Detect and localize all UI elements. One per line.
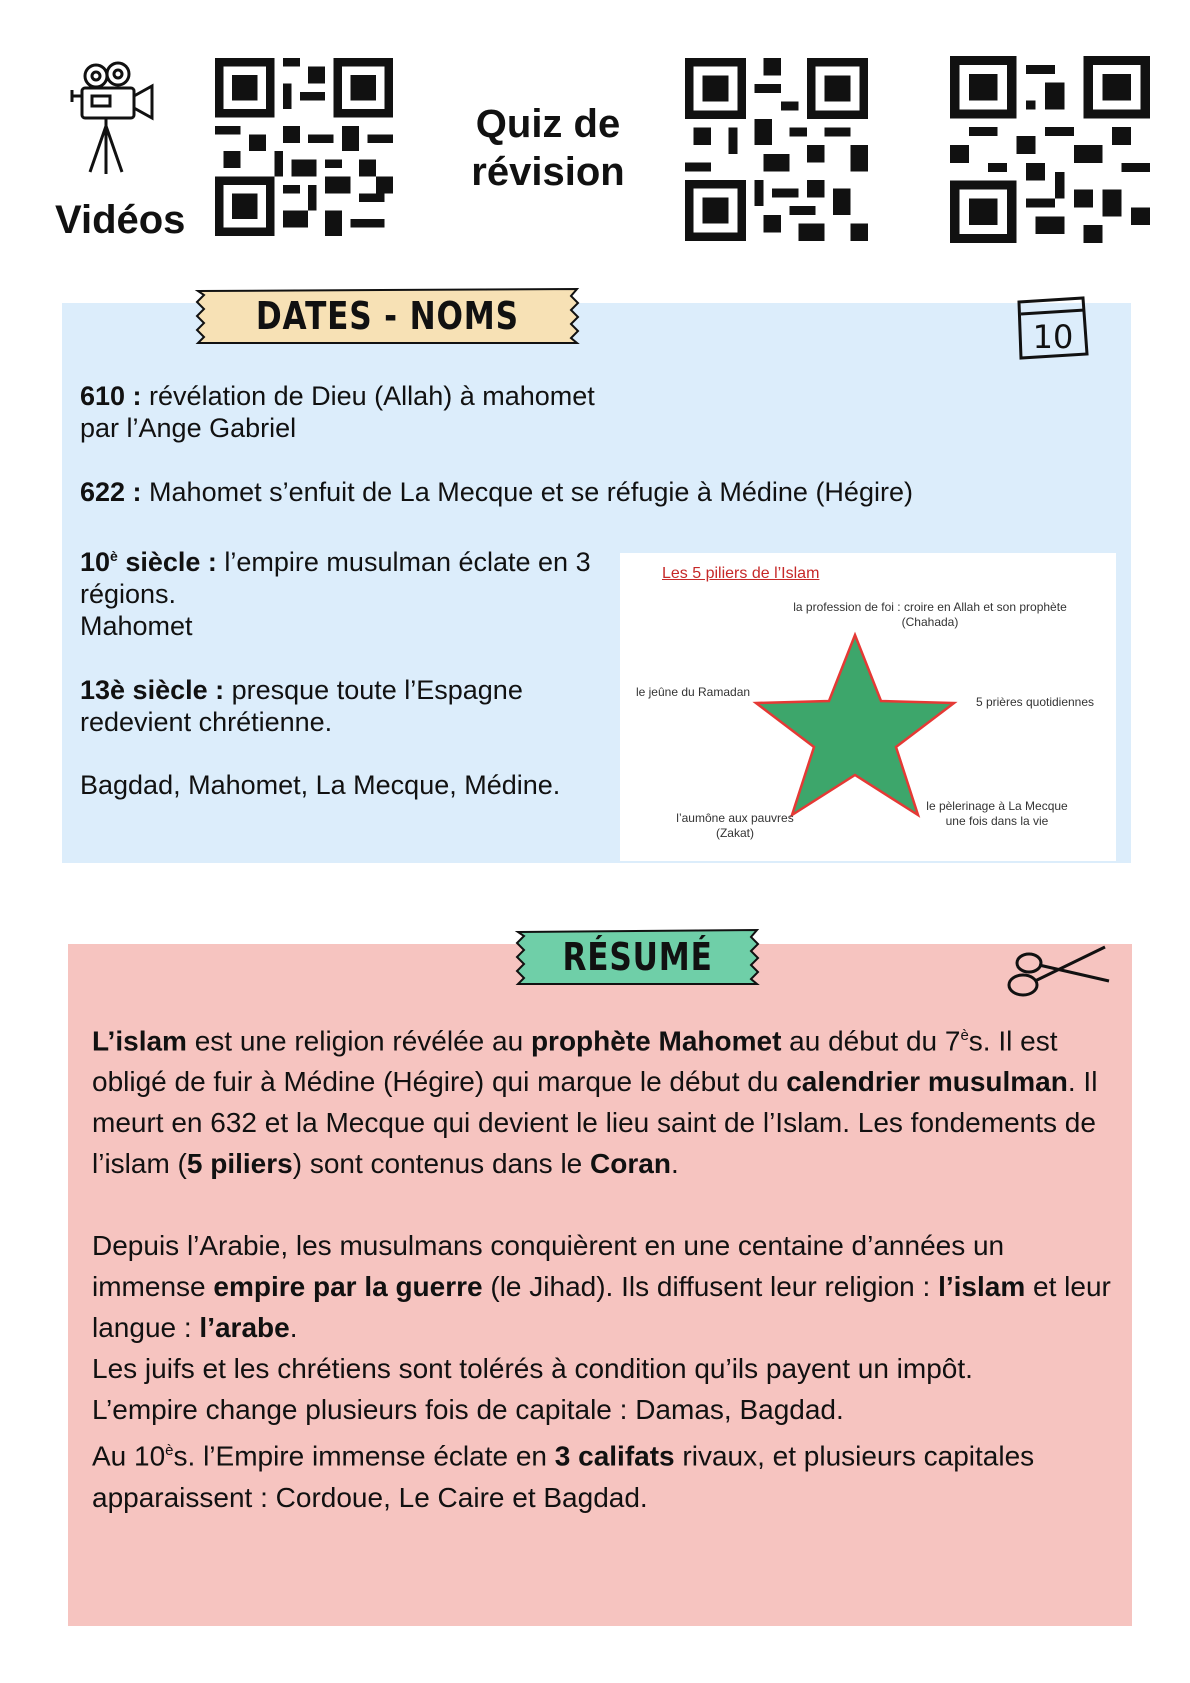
text-run: s. l’Empire immense éclate en [173,1440,555,1472]
text-run: Au 10 [92,1440,166,1472]
resume-paragraph-5 [92,1430,1112,1517]
pillar-right-label: 5 prières quotidiennes [975,695,1095,709]
date-entry-13e [80,674,550,738]
text-run: s. Il est obligé de fuir à Médine (Hégire) qui marque le début du [92,1025,1058,1098]
pillar-top-line1: la profession de foi : croire en Allah et son prophète [793,600,1067,614]
date-entry-10e [80,540,600,642]
quiz-label-line1: Quiz de [475,102,621,146]
qr-code-quiz-2[interactable] [950,56,1150,243]
superscript: è [165,1442,174,1460]
resume-banner-title: RÉSUMÉ [562,935,713,979]
resume-paragraph-3: Les juifs et les chrétiens sont tolérés à condition qu’ils payent un impôt. [92,1353,973,1385]
date-label-rest: siècle : [117,547,217,577]
pillar-top-label [780,600,1080,630]
date-extra: Mahomet [80,611,193,641]
bold-term: L’islam [92,1025,187,1057]
text-run: . [289,1312,298,1344]
dates-banner-title: DATES - NOMS [255,294,520,338]
pillars-title: Les 5 piliers de l’Islam [662,565,820,582]
date-entry-610 [80,380,640,444]
text-run: au début du 7 [781,1025,961,1057]
pillar-bottom-right-line1: le pèlerinage à La Mecque [926,799,1068,813]
text-run: ) sont contenus dans le [292,1148,591,1180]
resume-paragraph-1 [92,1015,1112,1184]
bold-term: prophète Mahomet [530,1025,782,1057]
qr-code-videos[interactable] [215,56,393,238]
bold-term: 5 piliers [186,1148,293,1180]
pillar-top-line2: (Chahada) [901,615,959,629]
text-run: . [670,1148,679,1180]
date-label-sup: è [110,548,118,564]
pillar-bottom-left-line1: l’aumône aux pauvres [676,811,794,825]
bold-term: l’arabe [199,1312,290,1344]
date-label: 622 : [80,477,142,507]
names-list: Bagdad, Mahomet, La Mecque, Médine. [80,770,561,800]
pillar-bottom-right-line2: une fois dans la vie [945,814,1049,828]
pillars-figure [620,553,1116,861]
text-run: est une religion révélée au [186,1025,531,1057]
bold-term: Coran [590,1148,671,1180]
pillar-left-label: le jeûne du Ramadan [635,685,751,699]
date-text: presque toute l’Espagne redevient chrétienne. [80,675,523,737]
pillar-bottom-right-label [912,799,1082,829]
date-entry-622 [80,476,1080,508]
qr-code-quiz-1[interactable] [685,56,868,243]
pillar-bottom-left-line2: (Zakat) [715,826,754,840]
date-text: Mahomet s’enfuit de La Mecque et se réfugie à Médine (Hégire) [141,477,913,507]
bold-term: l’islam [938,1271,1026,1303]
text-run: (le Jihad). Ils diffusent leur religion : [482,1271,939,1303]
resume-text [92,1015,1112,1518]
bold-term: empire par la guerre [213,1271,483,1303]
resume-paragraph-2 [92,1225,1112,1348]
date-label [80,547,217,577]
pillar-bottom-left-label [660,811,810,841]
date-text: l’empire musulman éclate en 3 régions. [80,547,591,609]
date-label: 610 : [80,381,142,411]
quiz-label-line2: révision [471,150,625,194]
bold-term: 3 califats [554,1440,675,1472]
date-label-number: 10 [80,547,111,577]
calendar-icon [1013,292,1093,364]
text-run: et leur langue : [92,1271,1111,1344]
resume-banner [510,926,765,988]
dates-banner [190,285,585,347]
resume-paragraph-4: L’empire change plusieurs fois de capitale : Damas, Bagdad. [92,1394,844,1426]
bold-term: calendrier musulman [786,1066,1068,1098]
calendar-number: 10 [1032,318,1074,356]
film-camera-icon [66,60,166,178]
text-run: Depuis l’Arabie, les musulmans conquièrent en une centaine d’années un immense [92,1230,1005,1303]
quiz-label [448,100,648,196]
text-run: rivaux, et plusieurs capitales apparaissent : Cordoue, Le Caire et Bagdad. [92,1440,1035,1513]
videos-label: Vidéos [55,198,186,242]
superscript: è [960,1027,969,1044]
text-run: . Il meurt en 632 et la Mecque qui devient le lieu saint de l’Islam. Les fondements de l’islam ( [92,1066,1098,1180]
scissors-icon [1005,935,1115,1005]
date-text: révélation de Dieu (Allah) à mahomet par l’Ange Gabriel [80,381,595,443]
date-label: 13è siècle : [80,675,225,705]
